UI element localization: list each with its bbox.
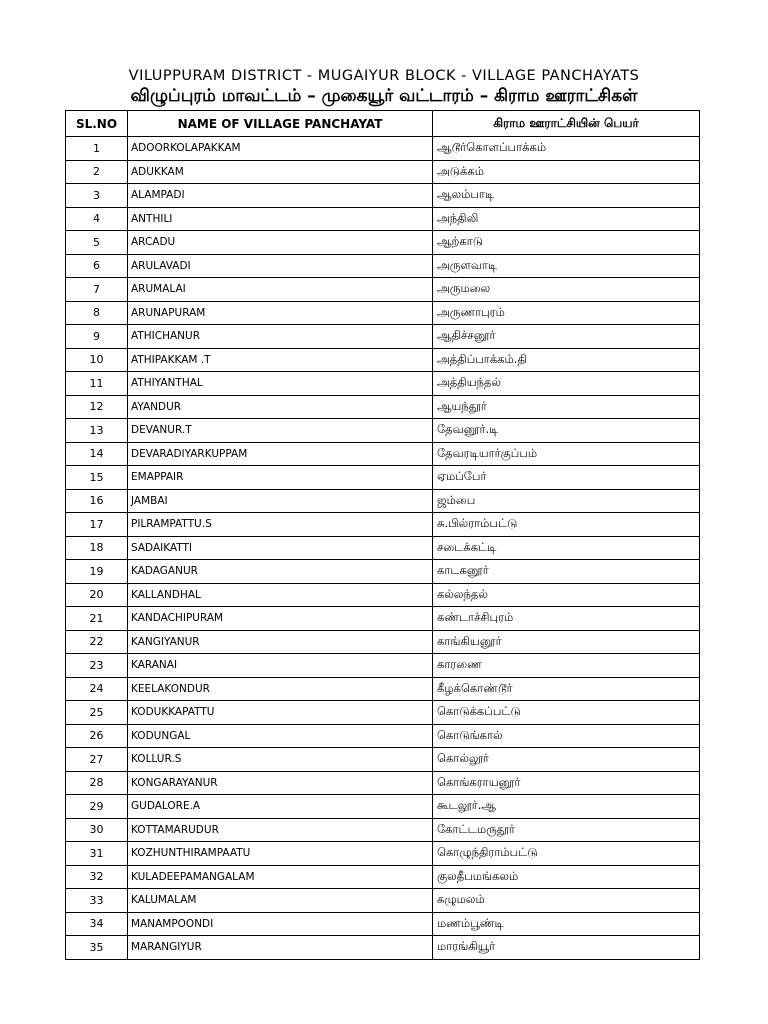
cell-slno: 12 (66, 395, 128, 419)
table-row (66, 160, 700, 184)
table-row (66, 654, 700, 678)
table-row (66, 607, 700, 631)
cell-slno: 31 (66, 842, 128, 866)
cell-village-name: ADUKKAM (128, 160, 433, 184)
table-row (66, 419, 700, 443)
cell-village-name: PILRAMPATTU.S (128, 513, 433, 537)
cell-tamil-name: மாரங்கியூர் (433, 936, 700, 960)
cell-tamil-name: ஏமப்பேர் (433, 466, 700, 490)
cell-slno: 35 (66, 936, 128, 960)
table-row (66, 489, 700, 513)
cell-slno: 6 (66, 254, 128, 278)
cell-village-name: ARULAVADI (128, 254, 433, 278)
table-row (66, 372, 700, 396)
cell-village-name: MARANGIYUR (128, 936, 433, 960)
cell-village-name: ATHIYANTHAL (128, 372, 433, 396)
cell-village-name: JAMBAI (128, 489, 433, 513)
cell-village-name: MANAMPOONDI (128, 912, 433, 936)
cell-slno: 20 (66, 583, 128, 607)
table-row (66, 466, 700, 490)
table-row (66, 513, 700, 537)
column-header-tamil-name: கிராம ஊராட்சியின் பெயர் (433, 111, 700, 137)
cell-slno: 4 (66, 207, 128, 231)
cell-slno: 13 (66, 419, 128, 443)
cell-village-name: EMAPPAIR (128, 466, 433, 490)
cell-village-name: KARANAI (128, 654, 433, 678)
table-row (66, 560, 700, 584)
column-header-slno: SL.NO (66, 111, 128, 137)
table-row (66, 301, 700, 325)
table-row (66, 348, 700, 372)
table-row (66, 724, 700, 748)
cell-slno: 22 (66, 630, 128, 654)
table-row (66, 231, 700, 255)
cell-village-name: KOZHUNTHIRAMPAATU (128, 842, 433, 866)
cell-village-name: KODUKKAPATTU (128, 701, 433, 725)
cell-slno: 10 (66, 348, 128, 372)
table-row (66, 395, 700, 419)
cell-tamil-name: ஆதிச்சனூர் (433, 325, 700, 349)
cell-village-name: KANDACHIPURAM (128, 607, 433, 631)
cell-village-name: ADOORKOLAPAKKAM (128, 137, 433, 161)
cell-tamil-name: அருமலை (433, 278, 700, 302)
cell-tamil-name: அருணாபுரம் (433, 301, 700, 325)
cell-tamil-name: கண்டாச்சிபுரம் (433, 607, 700, 631)
cell-tamil-name: அந்திலி (433, 207, 700, 231)
cell-village-name: KOLLUR.S (128, 748, 433, 772)
cell-village-name: ANTHILI (128, 207, 433, 231)
cell-slno: 2 (66, 160, 128, 184)
table-row (66, 278, 700, 302)
table-row (66, 865, 700, 889)
cell-tamil-name: கோட்டமருதூர் (433, 818, 700, 842)
cell-tamil-name: கொழுந்திராம்பட்டு (433, 842, 700, 866)
table-row (66, 254, 700, 278)
table-row (66, 795, 700, 819)
cell-slno: 21 (66, 607, 128, 631)
cell-tamil-name: காடகனூர் (433, 560, 700, 584)
cell-tamil-name: காங்கியனூர் (433, 630, 700, 654)
table-row (66, 936, 700, 960)
table-row (66, 748, 700, 772)
cell-slno: 19 (66, 560, 128, 584)
table-row (66, 583, 700, 607)
cell-village-name: KEELAKONDUR (128, 677, 433, 701)
cell-tamil-name: தேவனூர்.டி (433, 419, 700, 443)
column-header-name: NAME OF VILLAGE PANCHAYAT (128, 111, 433, 137)
cell-village-name: ATHICHANUR (128, 325, 433, 349)
cell-slno: 14 (66, 442, 128, 466)
cell-tamil-name: சு.பில்ராம்பட்டு (433, 513, 700, 537)
cell-slno: 7 (66, 278, 128, 302)
table-row (66, 842, 700, 866)
cell-tamil-name: அத்தியந்தல் (433, 372, 700, 396)
cell-slno: 29 (66, 795, 128, 819)
cell-slno: 16 (66, 489, 128, 513)
cell-tamil-name: கொடுங்கால் (433, 724, 700, 748)
cell-tamil-name: ஜம்பை (433, 489, 700, 513)
table-row (66, 207, 700, 231)
document-title-tamil: விழுப்புரம் மாவட்டம் – முகையூர் வட்டாரம் – கிராம ஊராட்சிகள் (130, 86, 638, 106)
cell-slno: 34 (66, 912, 128, 936)
table-row (66, 912, 700, 936)
table-row (66, 771, 700, 795)
cell-tamil-name: கொங்கராயனூர் (433, 771, 700, 795)
table-row (66, 325, 700, 349)
cell-village-name: DEVANUR.T (128, 419, 433, 443)
cell-slno: 32 (66, 865, 128, 889)
cell-village-name: ARUNAPURAM (128, 301, 433, 325)
cell-tamil-name: குலதீபமங்கலம் (433, 865, 700, 889)
cell-tamil-name: அத்திப்பாக்கம்.தி (433, 348, 700, 372)
cell-slno: 1 (66, 137, 128, 161)
cell-slno: 30 (66, 818, 128, 842)
cell-slno: 3 (66, 184, 128, 208)
cell-village-name: KULADEEPAMANGALAM (128, 865, 433, 889)
cell-slno: 26 (66, 724, 128, 748)
table-row (66, 137, 700, 161)
cell-slno: 8 (66, 301, 128, 325)
table-row (66, 701, 700, 725)
cell-tamil-name: ஆற்காடு (433, 231, 700, 255)
cell-village-name: KADAGANUR (128, 560, 433, 584)
cell-village-name: KOTTAMARUDUR (128, 818, 433, 842)
cell-tamil-name: ஆலம்பாடி (433, 184, 700, 208)
cell-village-name: ALAMPADI (128, 184, 433, 208)
cell-tamil-name: அருளவாடி (433, 254, 700, 278)
cell-tamil-name: கொல்லூர் (433, 748, 700, 772)
cell-slno: 11 (66, 372, 128, 396)
cell-tamil-name: ஆயந்தூர் (433, 395, 700, 419)
cell-tamil-name: கழுமலம் (433, 889, 700, 913)
cell-tamil-name: காரணை (433, 654, 700, 678)
table-row (66, 442, 700, 466)
table-row (66, 184, 700, 208)
cell-slno: 15 (66, 466, 128, 490)
cell-slno: 24 (66, 677, 128, 701)
table-row (66, 536, 700, 560)
cell-tamil-name: சடைக்கட்டி (433, 536, 700, 560)
village-panchayat-table (65, 110, 700, 960)
cell-slno: 23 (66, 654, 128, 678)
cell-slno: 25 (66, 701, 128, 725)
table-row (66, 818, 700, 842)
cell-tamil-name: மணம்பூண்டி (433, 912, 700, 936)
cell-village-name: KONGARAYANUR (128, 771, 433, 795)
cell-tamil-name: தேவரடியார்குப்பம் (433, 442, 700, 466)
cell-village-name: KANGIYANUR (128, 630, 433, 654)
cell-slno: 5 (66, 231, 128, 255)
cell-slno: 27 (66, 748, 128, 772)
cell-tamil-name: ஆடூர்கொளப்பாக்கம் (433, 137, 700, 161)
cell-village-name: SADAIKATTI (128, 536, 433, 560)
cell-village-name: KALUMALAM (128, 889, 433, 913)
table-row (66, 889, 700, 913)
cell-tamil-name: அடுக்கம் (433, 160, 700, 184)
table-header-row (66, 111, 700, 137)
cell-slno: 18 (66, 536, 128, 560)
cell-tamil-name: கல்லந்தல் (433, 583, 700, 607)
cell-village-name: ARCADU (128, 231, 433, 255)
cell-village-name: AYANDUR (128, 395, 433, 419)
table-body (66, 137, 700, 960)
cell-tamil-name: கூடலூர்.ஆ (433, 795, 700, 819)
cell-village-name: ATHIPAKKAM .T (128, 348, 433, 372)
document-title-english: VILUPPURAM DISTRICT - MUGAIYUR BLOCK - VILLAGE PANCHAYATS (128, 68, 640, 84)
cell-village-name: GUDALORE.A (128, 795, 433, 819)
cell-tamil-name: கொடுக்கப்பட்டு (433, 701, 700, 725)
table-row (66, 677, 700, 701)
cell-tamil-name: கீழக்கொண்டூர் (433, 677, 700, 701)
cell-village-name: KODUNGAL (128, 724, 433, 748)
cell-village-name: DEVARADIYARKUPPAM (128, 442, 433, 466)
cell-slno: 33 (66, 889, 128, 913)
cell-slno: 17 (66, 513, 128, 537)
cell-village-name: KALLANDHAL (128, 583, 433, 607)
cell-slno: 28 (66, 771, 128, 795)
table-row (66, 630, 700, 654)
cell-village-name: ARUMALAI (128, 278, 433, 302)
cell-slno: 9 (66, 325, 128, 349)
